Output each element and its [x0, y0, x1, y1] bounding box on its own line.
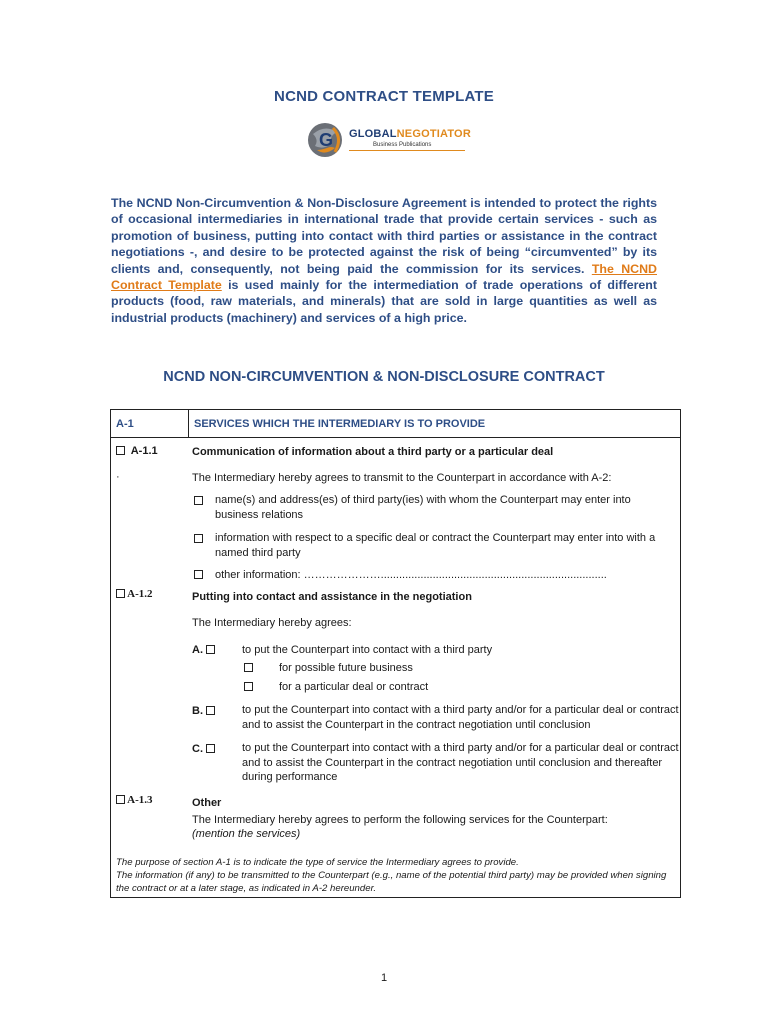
a13-row-label: A-1.3: [116, 793, 153, 808]
a11-opt1-text: name(s) and address(es) of third party(ies) with whom the Counterpart may enter into business relations: [215, 494, 631, 521]
a11-opt3-checkbox[interactable]: [194, 568, 203, 583]
a12-sub1-checkbox[interactable]: [244, 661, 253, 676]
section-title: NCND NON-CIRCUMVENTION & NON-DISCLOSURE CONTRACT: [163, 369, 605, 385]
page-number: 1: [380, 972, 388, 984]
a11-opt1-checkbox[interactable]: [194, 494, 203, 509]
logo-underline: [349, 150, 465, 151]
a13-note: (mention the services): [192, 828, 301, 840]
a12-sub2-checkbox[interactable]: [244, 680, 253, 695]
globe-logo-icon: [305, 120, 345, 160]
a12-sub2-text: for a particular deal or contract: [279, 681, 429, 693]
header-rule: [111, 437, 680, 438]
logo-brand-text: GLOBALNEGOTIATOR: [349, 128, 471, 140]
intro-paragraph: The NCND Non-Circumvention & Non-Disclosure Agreement is intended to protect the rights of occasional intermediaries in international trade that provide certain services - such as promotion of business, putting into contact with third parties or assistance in the contract negotiations -, and desire to be protected against the risk of being “circumvented” by its clients and, consequently, not being paid the commission for its services. The NCND Contract Template is used mainly for the intermediation of trade operations of different products (food, raw materials, and minerals) that are sold in large quantities as well as industrial products (machinery) and services of a high price.: [111, 196, 657, 325]
a11-row-label: A-1.1: [116, 444, 158, 459]
a12-option-c-checkbox[interactable]: [206, 744, 215, 753]
header-code: A-1: [116, 418, 134, 430]
a12-option-b-label: B.: [192, 704, 215, 719]
ncnd-contract-template-link[interactable]: The NCND Contract Template: [111, 261, 657, 293]
a12-sub1-text: for possible future business: [279, 662, 413, 674]
a11-opt2-text: information with respect to a specific deal or contract the Counterpart may enter into with a named third party: [215, 532, 656, 559]
a11-heading: Communication of information about a third party or a particular deal: [192, 446, 554, 458]
a12-row-label: A-1.2: [116, 587, 153, 602]
a13-text: The Intermediary hereby agrees to perform the following services for the Counterpart:: [192, 814, 608, 826]
a11-intro: The Intermediary hereby agrees to transmit to the Counterpart in accordance with A-2:: [192, 472, 612, 484]
header-title: SERVICES WHICH THE INTERMEDIARY IS TO PROVIDE: [194, 418, 486, 430]
document-title: NCND CONTRACT TEMPLATE: [274, 88, 494, 105]
a12-option-a-checkbox[interactable]: [206, 645, 215, 654]
a12-heading: Putting into contact and assistance in the negotiation: [192, 591, 472, 603]
a13-checkbox[interactable]: [116, 795, 125, 804]
header-divider: [188, 410, 189, 437]
a12-option-b-checkbox[interactable]: [206, 706, 215, 715]
a12-intro: The Intermediary hereby agrees:: [192, 617, 352, 629]
svg-text:G: G: [319, 130, 334, 150]
a12-option-c-text: to put the Counterpart into contact with a third party and/or for a particular deal or contract and to assist the Counterpart in the contract negotiation until conclusion and thereafter during performance: [242, 742, 679, 783]
a11-checkbox[interactable]: [116, 446, 125, 455]
a12-option-b-text: to put the Counterpart into contact with a third party and/or for a particular deal or contract and to assist the Counterpart in the contract negotiation until conclusion: [242, 704, 679, 731]
a11-bullet-dot: ·: [116, 471, 120, 483]
services-table: [110, 409, 681, 898]
logo-tagline: Business Publications: [373, 142, 432, 148]
a12-option-a-text: to put the Counterpart into contact with a third party: [242, 644, 493, 656]
a13-heading: Other: [192, 797, 222, 809]
a12-option-a-label: A.: [192, 643, 215, 658]
globalnegotiator-logo: [305, 120, 471, 162]
a12-checkbox[interactable]: [116, 589, 125, 598]
table-footnote: The purpose of section A-1 is to indicate the type of service the Intermediary agrees to provide. The information (if any) to be transmitted to the Counterpart (e.g., name of the potential third party) may be provided when signing the contract or at a later stage, as indicated in A-2 hereunder.: [116, 857, 667, 894]
a11-opt3-text: other information: …………………..........................................................................: [215, 569, 607, 581]
a11-opt2-checkbox[interactable]: [194, 532, 203, 547]
a12-option-c-label: C.: [192, 742, 215, 757]
